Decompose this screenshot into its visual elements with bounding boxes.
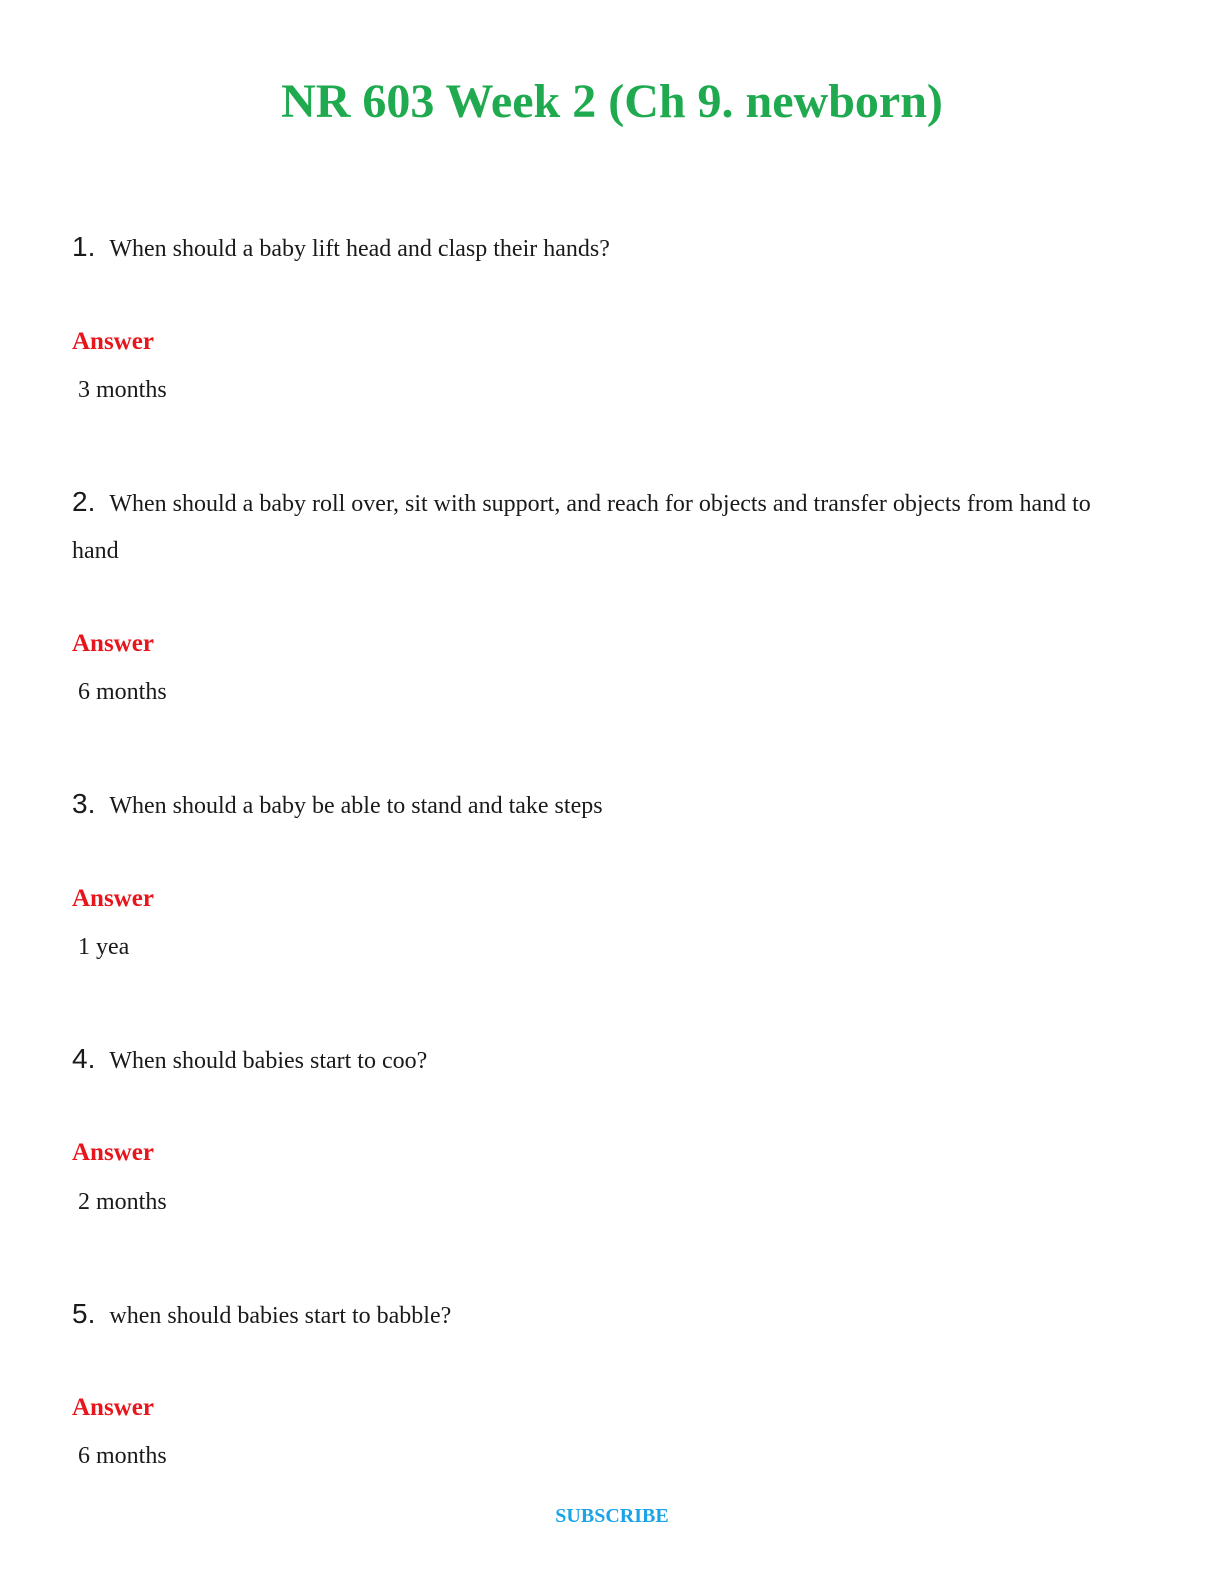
qa-item-3 (72, 780, 1112, 960)
answer-value: 2 months (78, 1189, 167, 1215)
question-text (72, 1290, 1112, 1340)
question-body: When should a baby lift head and clasp their hands? (109, 236, 610, 262)
qa-item-1 (72, 223, 1112, 403)
question-text (72, 223, 1112, 273)
qa-item-5 (72, 1290, 1112, 1469)
question-number: 3. (72, 788, 96, 819)
page-title: NR 603 Week 2 (Ch 9. newborn) (281, 75, 943, 128)
answer-value: 3 months (78, 377, 167, 403)
question-number: 1. (72, 231, 96, 262)
qa-item-4 (72, 1035, 1112, 1215)
answer-label: Answer (72, 630, 154, 657)
question-number: 2. (72, 486, 96, 517)
answer-label: Answer (72, 1394, 154, 1421)
subscribe-link[interactable]: SUBSCRIBE (555, 1505, 669, 1527)
question-number: 5. (72, 1298, 96, 1329)
question-body: when should babies start to babble? (109, 1303, 452, 1329)
answer-value: 1 yea (78, 934, 130, 960)
question-text (72, 478, 1112, 575)
question-number: 4. (72, 1043, 96, 1074)
answer-label: Answer (72, 885, 154, 912)
qa-item-2 (72, 478, 1112, 705)
answer-label: Answer (72, 328, 154, 355)
answer-value: 6 months (78, 679, 167, 705)
answer-value: 6 months (78, 1443, 167, 1469)
question-body: When should babies start to coo? (109, 1048, 428, 1074)
question-body: When should a baby be able to stand and take steps (109, 793, 603, 819)
question-text (72, 1035, 1112, 1085)
question-body: When should a baby roll over, sit with support, and reach for objects and transfer objects from hand to hand (72, 491, 1091, 564)
question-text (72, 780, 1112, 830)
answer-label: Answer (72, 1139, 154, 1166)
